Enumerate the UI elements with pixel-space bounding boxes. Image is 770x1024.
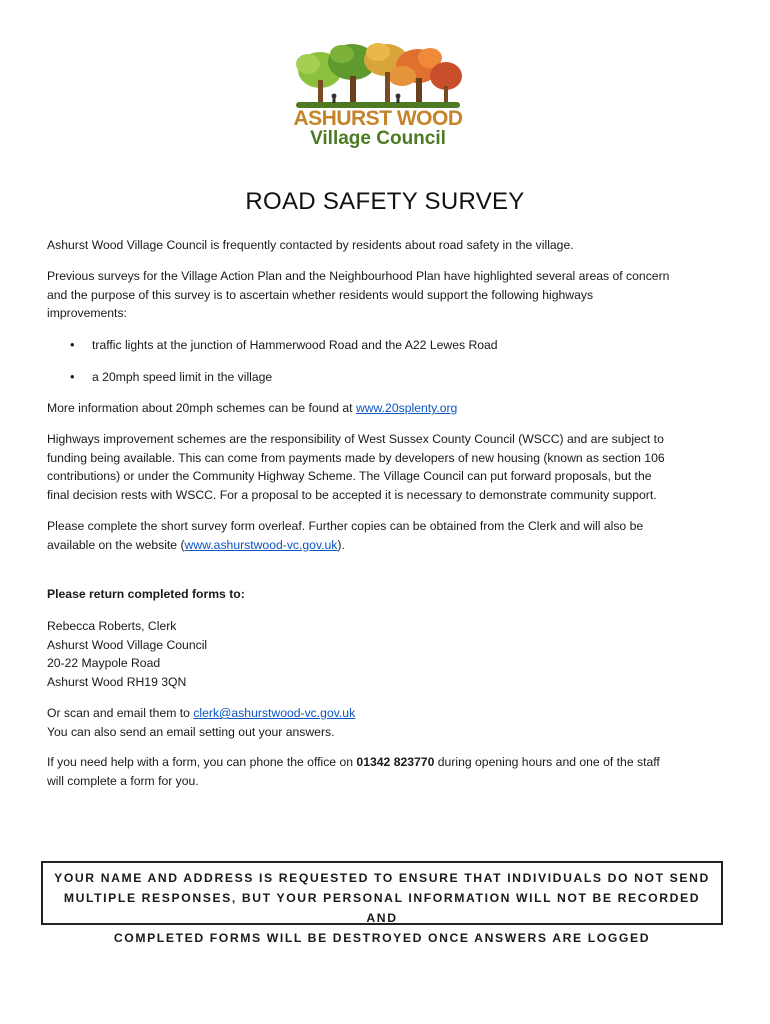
bullet-icon: •: [70, 369, 75, 384]
office-phone: 01342 823770: [356, 755, 435, 769]
help-line-1: [47, 753, 727, 772]
highways-line-1: Highways improvement schemes are the responsibility of West Sussex County Council (WSCC) and are subject to: [47, 432, 664, 446]
logo-subtitle: Village Council: [310, 128, 446, 149]
address-line: Rebecca Roberts, Clerk: [47, 619, 177, 633]
more-info-text: More information about 20mph schemes can be found at: [47, 401, 356, 415]
list-item-text: traffic lights at the junction of Hammerwood Road and the A22 Lewes Road: [92, 338, 498, 352]
complete-paragraph: [47, 517, 727, 554]
previous-line-3: improvements:: [47, 306, 127, 321]
previous-line-2: and the purpose of this survey is to ascertain whether residents would support the following highways: [47, 287, 594, 302]
list-item-text: a 20mph speed limit in the village: [92, 370, 273, 384]
help-text-post: during opening hours and one of the staff: [434, 755, 660, 769]
council-logo: [290, 42, 466, 150]
notice-line-2: MULTIPLE RESPONSES, BUT YOUR PERSONAL INFORMATION WILL NOT BE RECORDED AND: [63, 891, 701, 925]
page-title: ROAD SAFETY SURVEY: [245, 188, 525, 215]
help-line-2: will complete a form for you.: [47, 773, 199, 788]
highways-line-2: funding being available. This can come from payments made by developers of new housing (known as section 106: [47, 450, 665, 465]
privacy-notice-box: [41, 861, 723, 945]
notice-line-3: COMPLETED FORMS WILL BE DESTROYED ONCE ANSWERS ARE LOGGED: [113, 931, 651, 945]
previous-line-1: Previous surveys for the Village Action Plan and the Neighbourhood Plan have highlighted several areas of concern: [47, 269, 670, 283]
highways-paragraph: [47, 430, 727, 504]
address-line: 20-22 Maypole Road: [47, 656, 161, 671]
highways-line-4: final decision rests with WSCC. For a proposal to be accepted it is necessary to demonstrate community support.: [47, 487, 657, 502]
address-line: Ashurst Wood RH19 3QN: [47, 674, 187, 689]
bullet-icon: •: [70, 337, 75, 352]
notice-line-1: YOUR NAME AND ADDRESS IS REQUESTED TO ENSURE THAT INDIVIDUALS DO NOT SEND: [54, 871, 710, 885]
complete-line-2-pre: available on the website (: [47, 537, 185, 552]
list-item: [70, 368, 272, 387]
previous-surveys-paragraph: [47, 267, 727, 323]
more-info-paragraph: [47, 399, 727, 418]
list-item: [70, 336, 498, 355]
highways-line-3: contributions) or under the Community Highway Scheme. The Village Council can put forward proposals, but the: [47, 469, 652, 484]
help-paragraph: [47, 753, 727, 790]
complete-line-2-post: ).: [337, 537, 345, 552]
logo-title: ASHURST WOOD: [293, 107, 463, 130]
scan-text: Or scan and email them to: [47, 706, 194, 720]
complete-line-2: [47, 536, 727, 555]
scan-line-2: You can also send an email setting out your answers.: [47, 724, 335, 739]
scan-line-1: [47, 704, 727, 723]
website-link[interactable]: www.ashurstwood-vc.gov.uk: [184, 537, 338, 552]
scan-paragraph: [47, 704, 727, 741]
20splenty-link[interactable]: www.20splenty.org: [355, 401, 458, 415]
return-heading: Please return completed forms to:: [47, 587, 245, 601]
help-text: If you need help with a form, you can phone the office on: [47, 755, 357, 769]
intro-paragraph: Ashurst Wood Village Council is frequently contacted by residents about road safety in the village.: [47, 238, 574, 252]
clerk-address: [47, 617, 727, 691]
trees-logo-icon: [290, 42, 466, 112]
clerk-email-link[interactable]: clerk@ashurstwood-vc.gov.uk: [193, 706, 356, 720]
address-line: Ashurst Wood Village Council: [47, 637, 208, 652]
complete-line-1: Please complete the short survey form overleaf. Further copies can be obtained from the Clerk and will also be: [47, 519, 644, 533]
